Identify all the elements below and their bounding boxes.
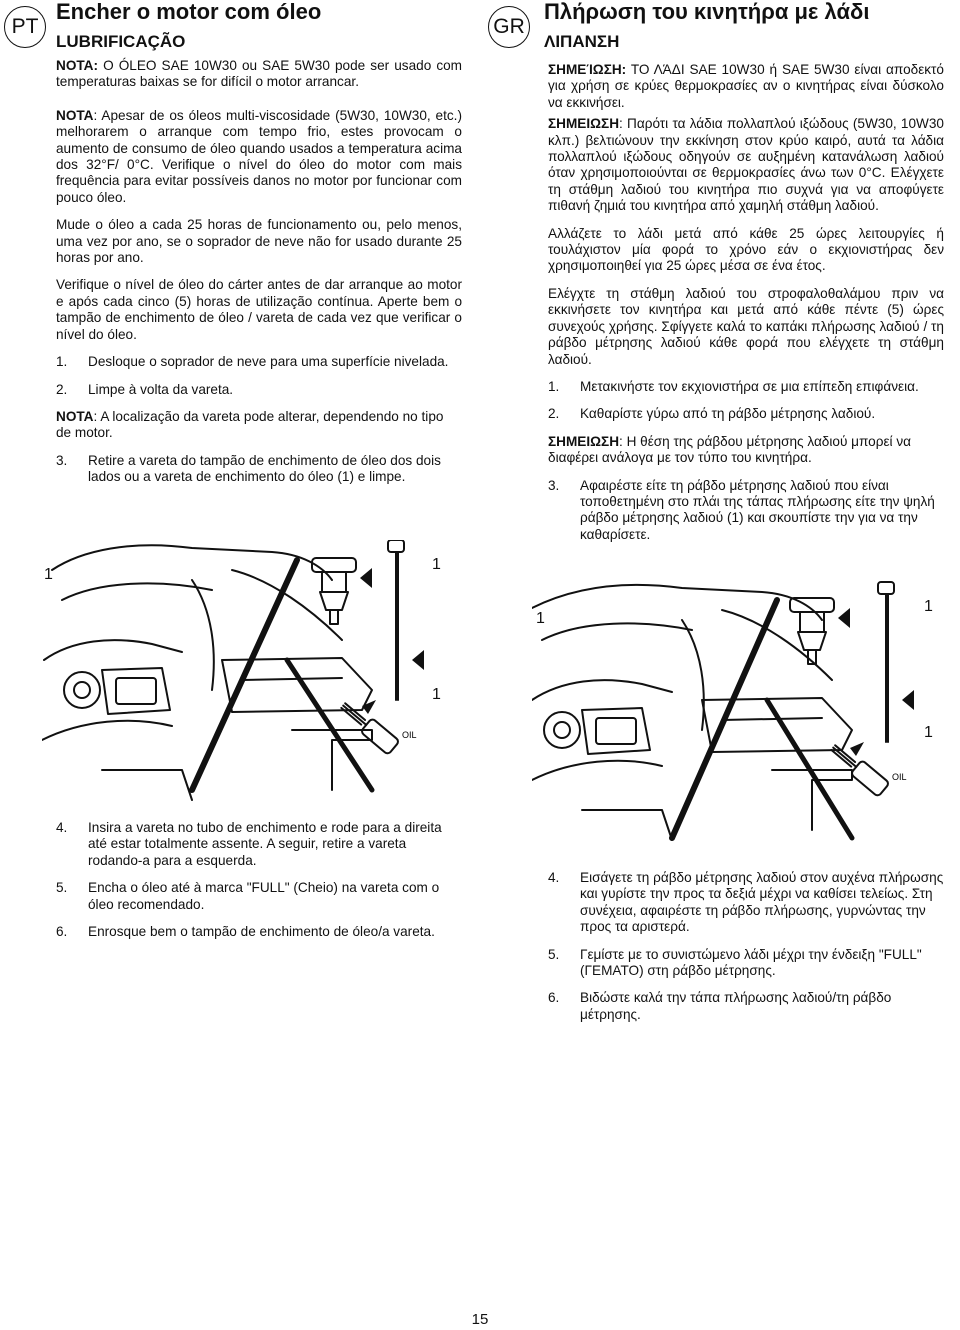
note-oil-grade-gr: ΣΗΜΕΊΩΣΗ: ΤΟ ΛΆΔΙ SAE 10W30 ή SAE 5W30 είναι αποδεκτό για χρήση σε κρύες θερμοκρασίες αν ο κινητήρας είναι δύσκολο να εκκινήσει.: [548, 62, 944, 110]
dipstick-illustration-gr: [532, 568, 952, 850]
page-title-gr: Πλήρωση του κινητήρα με λάδι: [544, 0, 870, 24]
step-6-pt: 6. Enrosque bem o tampão de enchimento de óleo/a vareta.: [56, 924, 435, 940]
oil-cap-label-gr: OIL: [892, 772, 907, 782]
step-3-gr: 3. Αφαιρέστε είτε τη ράβδο μέτρησης λαδιού που είναι τοποθετημένη στο πλάι της τάπας πλήρωσης είτε την ψηλή ράβδο μέτρησης λαδιού (1) και σκουπίστε την για να την καθαρίσετε.: [548, 477, 935, 542]
oil-cap-label-pt: OIL: [402, 730, 417, 740]
callout-1-pt-a: 1: [44, 566, 53, 583]
engine-dipstick-drawing-gr: [532, 568, 952, 850]
note-dipstick-location-pt: NOTA: A localização da vareta pode alterar, dependendo no tipo de motor.: [56, 408, 444, 441]
paragraph-oil-check-pt: Verifique o nível de óleo do cárter antes de dar arranque ao motor e após cada cinco (5) horas de utilização contínua. Aperte bem o tampão de enchimento de óleo / vareta de cada vez que verificar o nível do óleo.: [56, 277, 462, 342]
steps-lower-gr: [548, 870, 944, 1023]
engine-dipstick-drawing-pt: [42, 540, 470, 810]
steps-lower-pt: [56, 820, 462, 940]
step-4-gr: 4. Εισάγετε τη ράβδο μέτρησης λαδιού στον αυχένα πλήρωσης και γυρίστε την προς τα δεξιά μέχρι να καθίσει τελείως. Στη συνέχεια, αφαιρέστε τη ράβδο πλήρωσης, γυρνώντας την προς τα αριστερά.: [548, 870, 944, 935]
step-1-gr: 1. Μετακινήστε τον εκχιονιστήρα σε μια επίπεδη επιφάνεια.: [548, 378, 919, 394]
intro-text-pt: [56, 58, 462, 486]
callout-1-gr-b: 1: [924, 598, 933, 615]
callout-1-gr-c: 1: [924, 724, 933, 741]
callout-1-pt-c: 1: [432, 686, 441, 703]
step-3-pt: 3. Retire a vareta do tampão de enchimento de óleo dos dois lados ou a vareta de enchimento do óleo (1) e limpe.: [56, 452, 441, 485]
callout-1-gr-a: 1: [536, 610, 545, 627]
note-dipstick-location-gr: ΣΗΜΕΙΩΣΗ: Η θέση της ράβδου μέτρησης λαδιού μπορεί να διαφέρει ανάλογα με τον τύπο του κινητήρα.: [548, 433, 911, 466]
note-multi-viscosity-gr: ΣΗΜΕΙΩΣΗ: Παρότι τα λάδια πολλαπλού ιξώδους (5W30, 10W30 κλπ.) βελτιώνουν την εκκίνηση στον κρύο καιρό, αυτά τα λάδια πολλαπλού ιξώδους οδηγούν σε αυξημένη κατανάλωση λαδιού όταν χρησιμοποιούνται σε θερμοκρασίες άνω των 0°C. Ελέγχετε τη στάθμη λαδιού του κινητήρα πιο συχνά για να αποφύγετε πιθανή ζημιά του κινητήρα από χαμηλή στάθμη λαδιού.: [548, 116, 944, 214]
step-5-gr: 5. Γεμίστε με το συνιστώμενο λάδι μέχρι την ένδειξη "FULL" (ΓΕΜΑΤΟ) στη ράβδο μέτρησης.: [548, 946, 922, 979]
note-oil-grade-pt: NOTA: O ÓLEO SAE 10W30 ou SAE 5W30 pode ser usado com temperaturas baixas se for difícil o motor arrancar.: [56, 58, 462, 90]
dipstick-illustration-pt: [42, 540, 470, 810]
language-badge-pt: PT: [4, 6, 46, 48]
paragraph-oil-change-pt: Mude o óleo a cada 25 horas de funcionamento ou, pelo menos, uma vez por ano, se o soprador de neve não for usado durante 25 horas por ano.: [56, 217, 462, 266]
section-heading-pt: LUBRIFICAÇÃO: [56, 32, 186, 51]
intro-text-gr: [548, 62, 944, 543]
step-2-pt: 2. Limpe à volta da vareta.: [56, 381, 234, 397]
step-2-gr: 2. Καθαρίστε γύρω από τη ράβδο μέτρησης λαδιού.: [548, 406, 876, 422]
step-1-pt: 1. Desloque o soprador de neve para uma superfície nivelada.: [56, 354, 449, 370]
language-badge-gr: GR: [488, 6, 530, 48]
callout-1-pt-b: 1: [432, 556, 441, 573]
step-6-gr: 6. Βιδώστε καλά την τάπα πλήρωσης λαδιού/τη ράβδο μέτρησης.: [548, 990, 892, 1022]
step-5-pt: 5. Encha o óleo até à marca "FULL" (Cheio) na vareta com o óleo recomendado.: [56, 880, 440, 912]
note-multi-viscosity-pt: NOTA: Apesar de os óleos multi-viscosidade (5W30, 10W30, etc.) melhorarem o arranque com tempo frio, estes provocam o aumento de consumo de óleo quando usados a temperatura acima dos 32°F/ 0°C. Verifique o nível do óleo do motor com mais frequência para evitar possíveis danos no motor por funcionar com pouco óleo.: [56, 107, 462, 205]
paragraph-oil-change-gr: Αλλάζετε το λάδι μετά από κάθε 25 ώρες λειτουργίες ή τουλάχιστον μία φορά το χρόνο εάν ο εκχιονιστήρας δεν χρησιμοποιηθεί για 25 ώρες μέσα σε ένα έτος.: [548, 225, 944, 274]
paragraph-oil-check-gr: Ελέγχτε τη στάθμη λαδιού του στροφαλοθαλάμου πριν να εκκινήσετε τον κινητήρα και μετά από κάθε πέντε (5) ώρες συνεχούς χρήσης. Σφίγγετε καλά το καπάκι πλήρωσης λαδιού / τη ράβδο μέτρησης λαδιού κάθε φορά που ελέγχετε τη στάθμη λαδιού.: [548, 285, 944, 367]
step-4-pt: 4. Insira a vareta no tubo de enchimento e rode para a direita até estar totalmente assente. A seguir, retire a vareta rodando-a para a esquerda.: [56, 820, 442, 868]
section-heading-gr: ΛΙΠΑΝΣΗ: [544, 32, 620, 51]
page-number: 15: [471, 1311, 489, 1328]
page-title-pt: Encher o motor com óleo: [56, 0, 322, 24]
